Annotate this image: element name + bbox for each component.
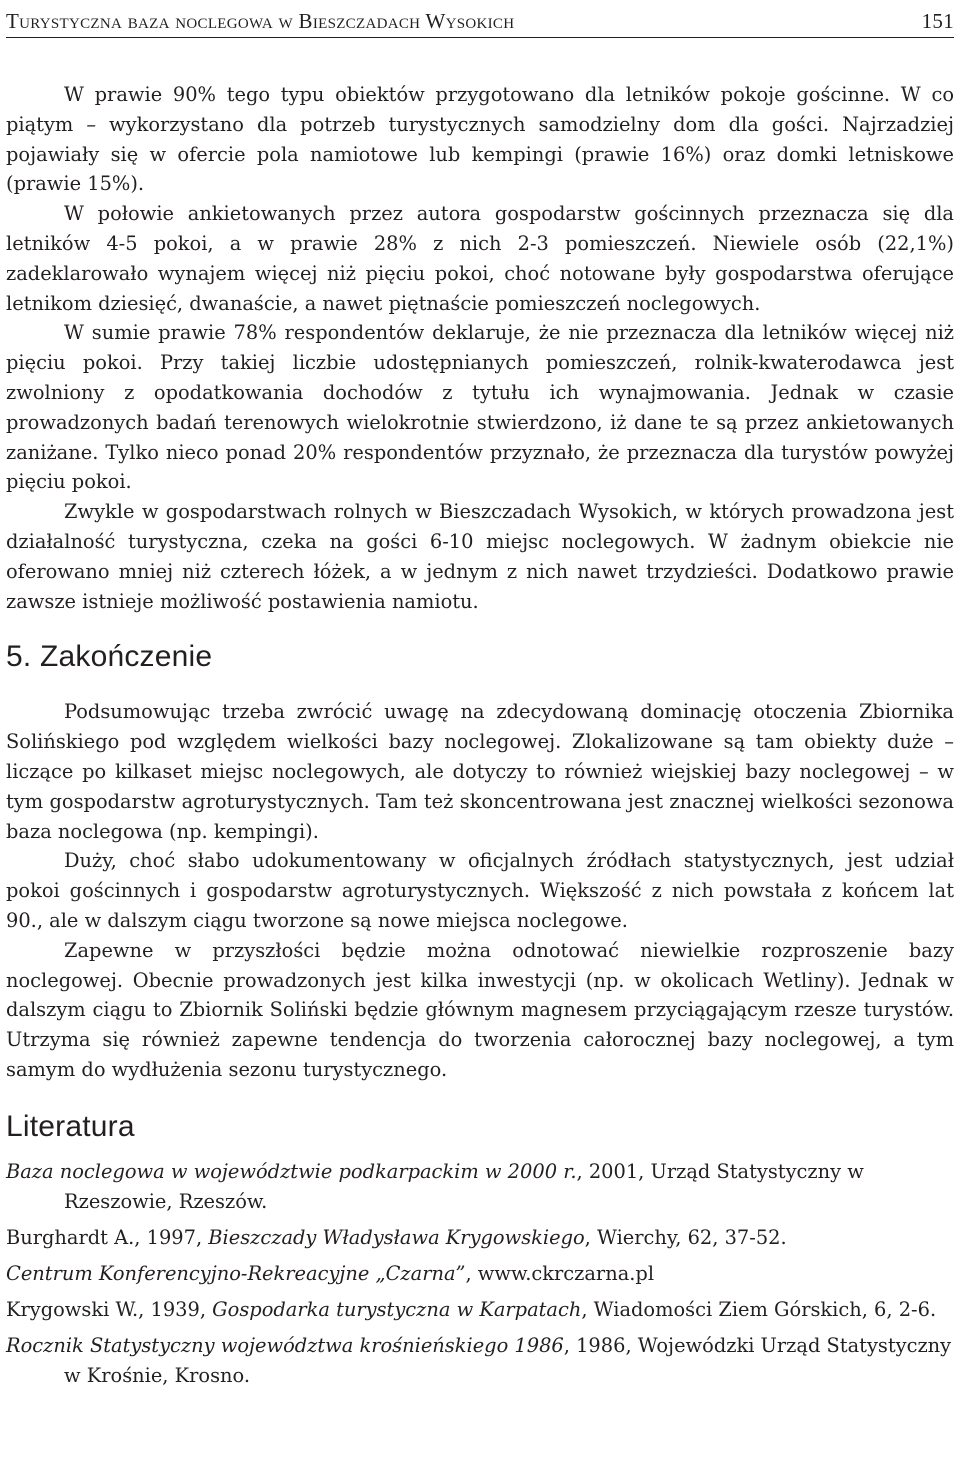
reference-details: , 1986, Wojewódzki Urząd Statystyczny w Krośnie, Krosno. bbox=[64, 1333, 952, 1387]
page-number: 151 bbox=[921, 9, 954, 33]
reference-details: , Wiadomości Ziem Górskich, 6, 2-6. bbox=[581, 1297, 937, 1321]
reference-title: Bieszczady Władysława Krygowskiego bbox=[208, 1225, 585, 1249]
literature-heading: Literatura bbox=[6, 1109, 135, 1143]
paragraph: Zwykle w gospodarstwach rolnych w Bieszczadach Wysokich, w których prowadzona jest działalność turystyczna, czeka na gości 6-10 miejsc noclegowych. W żadnym obiekcie nie oferowano mniej niż czterech łóżek, a w jednym z nich nawet trzydzieści. Dodatkowo prawie zawsze istnieje możliwość postawienia namiotu. bbox=[6, 500, 954, 613]
reference-title: Baza noclegowa w województwie podkarpackim w 2000 r. bbox=[6, 1159, 577, 1183]
reference-list bbox=[6, 1157, 954, 1391]
reference-details: , www.ckrczarna.pl bbox=[465, 1261, 655, 1285]
reference-author: Burghardt A., 1997, bbox=[6, 1225, 209, 1249]
reference-item bbox=[6, 1259, 954, 1289]
running-header bbox=[6, 0, 954, 38]
reference-item bbox=[6, 1331, 954, 1391]
paragraph: W połowie ankietowanych przez autora gospodarstw gościnnych przeznacza się dla letników 4-5 pokoi, a w prawie 28% z nich 2-3 pomieszczeń. Niewiele osób (22,1%) zadeklarowało wynajem więcej niż pięciu pokoi, choć notowane były gospodarstwa oferujące letnikom dziesięć, dwanaście, a nawet piętnaście pomieszczeń noclegowych. bbox=[6, 202, 954, 315]
reference-item bbox=[6, 1295, 954, 1325]
paragraph: W prawie 90% tego typu obiektów przygotowano dla letników pokoje gościnne. W co piątym – wykorzystano dla potrzeb turystycznych samodzielny dom dla gości. Najrzadziej pojawiały się w ofercie pola namiotowe lub kempingi (prawie 16%) oraz domki letniskowe (prawie 15%). bbox=[6, 83, 954, 196]
paragraph: Podsumowując trzeba zwrócić uwagę na zdecydowaną dominację otoczenia Zbiornika Solińskiego pod względem wielkości bazy noclegowej. Zlokalizowane są tam obiekty duże – liczące po kilkaset miejsc noclegowych, ale dotyczy to również wiejskiej bazy noclegowej – w tym gospodarstw agroturystycznych. Tam też skoncentrowana jest znacznej wielkości sezonowa baza noclegowa (np. kempingi). bbox=[6, 700, 954, 843]
paragraph: Duży, choć słabo udokumentowany w oficjalnych źródłach statystycznych, jest udział pokoi gościnnych i gospodarstw agroturystycznych. Większość z nich powstała z końcem lat 90., ale w dalszym ciągu tworzone są nowe miejsca noclegowe. bbox=[6, 849, 954, 932]
section-heading: 5. Zakończenie bbox=[6, 640, 213, 674]
reference-title: Centrum Konferencyjno-Rekreacyjne „Czarna” bbox=[6, 1261, 466, 1285]
reference-title: Rocznik Statystyczny województwa krośnieńskiego 1986 bbox=[6, 1333, 564, 1357]
running-title: Turystyczna baza noclegowa w Bieszczadach Wysokich bbox=[6, 9, 515, 33]
paragraph: W sumie prawie 78% respondentów deklaruje, że nie przeznacza dla letników więcej niż pięciu pokoi. Przy takiej liczbie udostępnianych pomieszczeń, rolnik-kwaterodawca jest zwolniony z opodatkowania dochodów z tytułu ich wynajmowania. Jednak w czasie prowadzonych badań terenowych wielokrotnie stwierdzono, iż dane te są przez ankietowanych zaniżane. Tylko nieco ponad 20% respondentów przyznało, że przeznacza dla turystów powyżej pięciu pokoi. bbox=[6, 321, 954, 494]
body-text bbox=[6, 80, 954, 1397]
reference-author: Krygowski W., 1939, bbox=[6, 1297, 213, 1321]
reference-item bbox=[6, 1157, 954, 1217]
reference-title: Gospodarka turystyczna w Karpatach bbox=[212, 1297, 582, 1321]
paragraph: Zapewne w przyszłości będzie można odnotować niewielkie rozproszenie bazy noclegowej. Obecnie prowadzonych jest kilka inwestycji (np. w okolicach Wetliny). Jednak w dalszym ciągu to Zbiornik Soliński będzie głównym magnesem przyciągającym rzesze turystów. Utrzyma się również zapewne tendencja do tworzenia całorocznej bazy noclegowej, a tym samym do wydłużenia sezonu turystycznego. bbox=[6, 938, 954, 1081]
reference-item bbox=[6, 1223, 954, 1253]
reference-details: , Wierchy, 62, 37-52. bbox=[584, 1225, 787, 1249]
reference-details: , 2001, Urząd Statystyczny w Rzeszowie, Rzeszów. bbox=[64, 1159, 864, 1213]
